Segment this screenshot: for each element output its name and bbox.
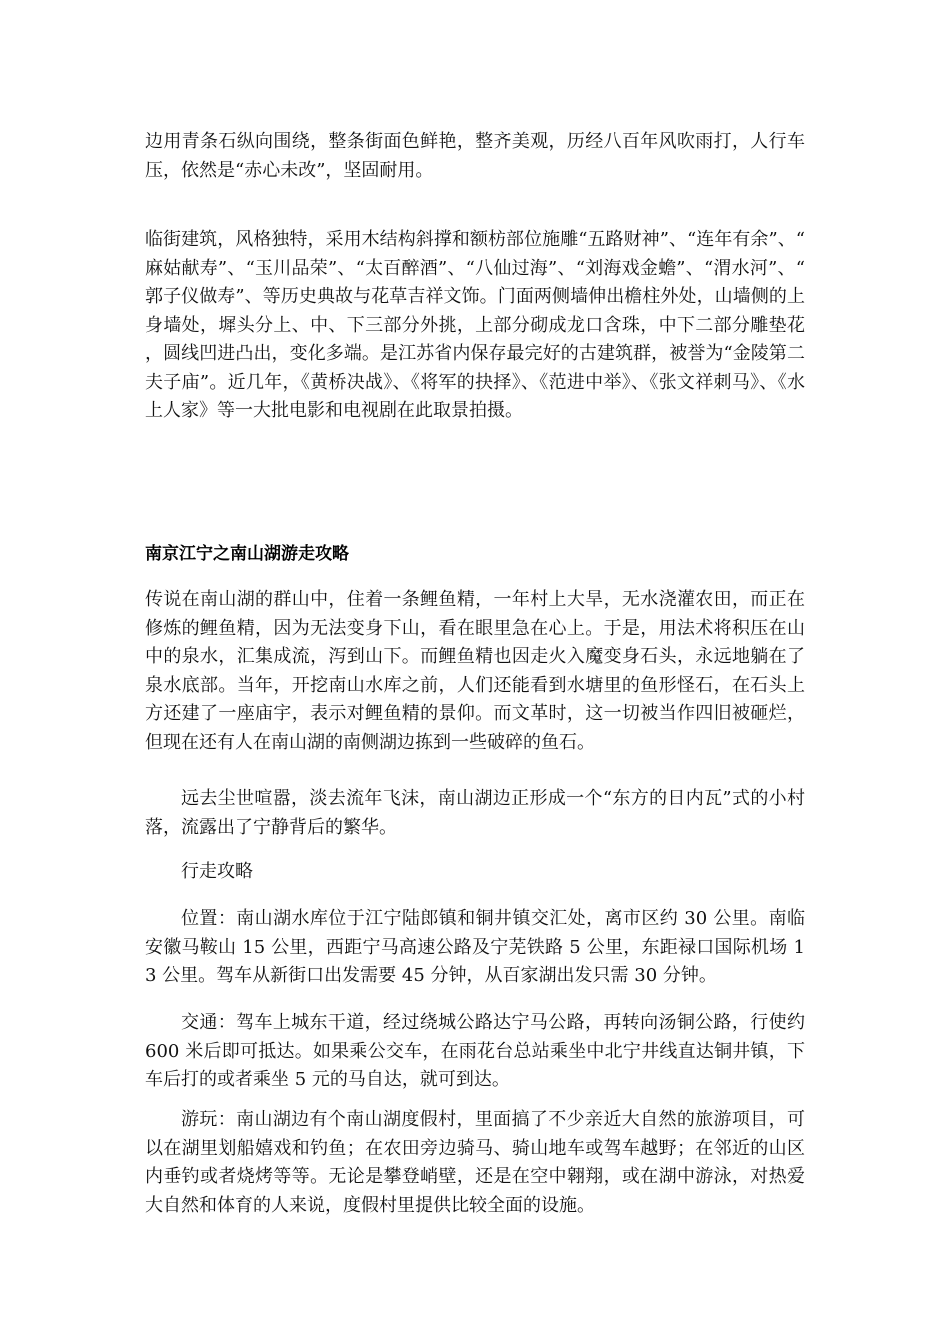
paragraph-activities: 游玩：南山湖边有个南山湖度假村，里面搞了不少亲近大自然的旅游项目，可以在湖里划船嬉戏和钓鱼；在农田旁边骑马、骑山地车或驾车越野；在邻近的山区内垂钓或者烧烤等等。无论是攀登峭壁，还是在空中翱翔，或在湖中游泳，对热爱大自然和体育的人来说，度假村里提供比较全面的设施。 xyxy=(145,1109,805,1216)
subheading-travel-guide: 行走攻略 xyxy=(181,861,253,882)
paragraph-legend: 传说在南山湖的群山中，住着一条鲤鱼精，一年村上大旱，无水浇灌农田，而正在修炼的鲤鱼精，因为无法变身下山，看在眼里急在心上。于是，用法术将积压在山中的泉水，汇集成流，泻到山下。而鲤鱼精也因走火入魔变身石头，永远地躺在了泉水底部。当年，开挖南山水库之前，人们还能看到水塘里的鱼形怪石，在石头上方还建了一座庙宇，表示对鲤鱼精的景仰。而文革时，这一切被当作四旧被砸烂，但现在还有人在南山湖的南侧湖边拣到一些破碎的鱼石。 xyxy=(145,589,805,753)
section-title: 南京江宁之南山湖游走攻略 xyxy=(145,544,349,564)
paragraph-street-architecture: 临街建筑，风格独特，采用木结构斜撑和额枋部位施雕“五路财神”、“连年有余”、“麻姑献寿”、“玉川品荣”、“太百醉酒”、“八仙过海”、“刘海戏金蟾”、“渭水河”、“郭子仪做寿”、等历史典故与花草吉祥文饰。门面两侧墙伸出檐柱外处，山墙侧的上身墙处，墀头分上、中、下三部分外挑，上部分砌成龙口含珠，中下二部分雕垫花，圆线凹进凸出，变化多端。是江苏省内保存最完好的古建筑群，被誉为“金陵第二夫子庙”。近几年，《黄桥决战》、《将军的抉择》、《范进中举》、《张文祥刺马》、《水上人家》等一大批电影和电视剧在此取景拍摄。 xyxy=(145,229,805,421)
paragraph-village: 远去尘世喧嚣，淡去流年飞沫，南山湖边正形成一个“东方的日内瓦”式的小村落，流露出了宁静背后的繁华。 xyxy=(145,788,805,838)
paragraph-transport: 交通：驾车上城东干道，经过绕城公路达宁马公路，再转向汤铜公路，行使约 600 米后即可抵达。如果乘公交车，在雨花台总站乘坐中北宁井线直达铜井镇，下车后打的或者乘坐 5 元的马自达，就可到达。 xyxy=(145,1012,805,1090)
paragraph-street-paving: 边用青条石纵向围绕，整条街面色鲜艳，整齐美观，历经八百年风吹雨打，人行车压，依然是“赤心未改”，坚固耐用。 xyxy=(145,131,805,181)
paragraph-location: 位置：南山湖水库位于江宁陆郎镇和铜井镇交汇处，离市区约 30 公里。南临安徽马鞍山 15 公里，西距宁马高速公路及宁芜铁路 5 公里，东距禄口国际机场 13 公里。驾车从新街口出发需要 45 分钟，从百家湖出发只需 30 分钟。 xyxy=(145,908,805,986)
